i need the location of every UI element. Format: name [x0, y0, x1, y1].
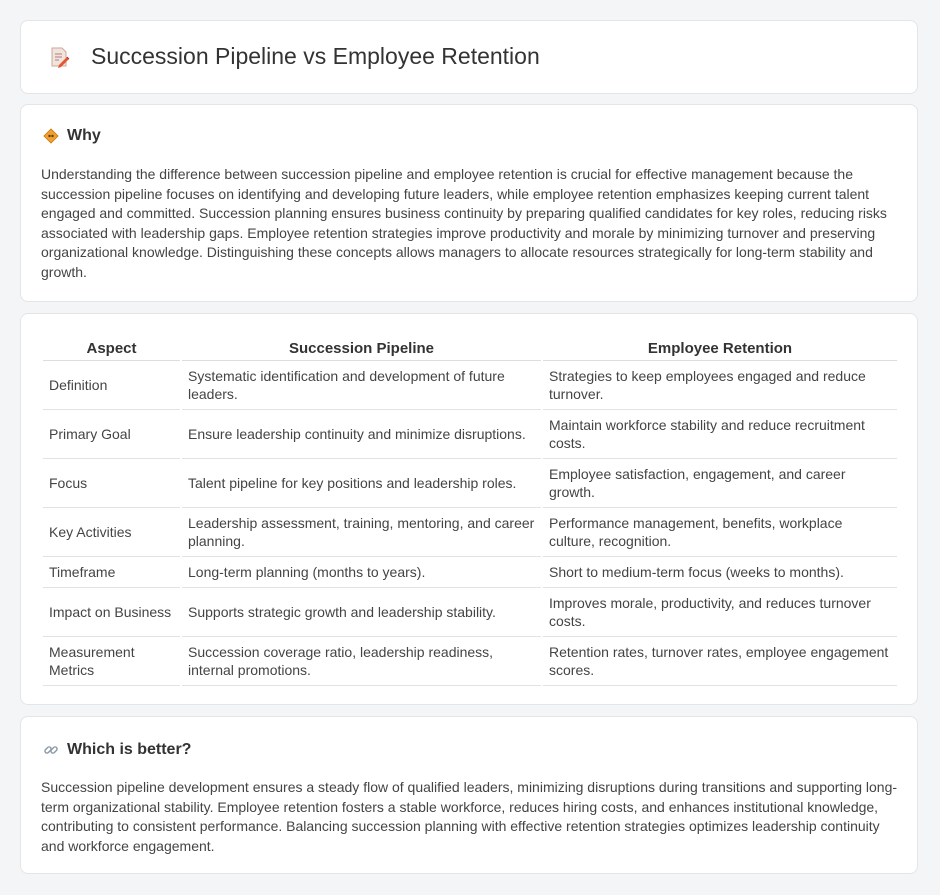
diamond-sign-icon [43, 128, 59, 144]
title-row [47, 43, 540, 70]
why-card [20, 104, 918, 302]
aspect-cell: Primary Goal [43, 410, 180, 459]
better-text: Succession pipeline development ensures a steady flow of qualified leaders, minimizing disruptions during transitions and supporting long-term organizational stability. Employee retention fosters a stable workforce, reduces hiring costs, and enhances institutional knowledge, contributing to consistent performance. Balancing succession planning with effective retention strategies optimizes leadership continuity and workforce engagement. [41, 779, 898, 854]
succession-cell: Leadership assessment, training, mentoring, and career planning. [182, 508, 541, 557]
table-row [43, 508, 897, 557]
table-header-row [43, 334, 897, 361]
comparison-table [41, 334, 899, 686]
retention-cell: Short to medium-term focus (weeks to months). [543, 557, 897, 588]
aspect-cell: Timeframe [43, 557, 180, 588]
retention-cell: Strategies to keep employees engaged and reduce turnover. [543, 361, 897, 410]
succession-cell: Supports strategic growth and leadership stability. [182, 588, 541, 637]
why-heading: Why [67, 127, 101, 144]
page-title: Succession Pipeline vs Employee Retention [91, 43, 540, 69]
table-row [43, 361, 897, 410]
retention-cell: Maintain workforce stability and reduce recruitment costs. [543, 410, 897, 459]
header-aspect: Aspect [43, 334, 180, 361]
succession-cell: Ensure leadership continuity and minimize disruptions. [182, 410, 541, 459]
aspect-cell: Impact on Business [43, 588, 180, 637]
why-text: Understanding the difference between succession pipeline and employee retention is crucial for effective management because the succession pipeline focuses on identifying and developing future leaders, while employee retention emphasizes keeping current talent engaged and committed. Succession planning ensures business continuity by preparing qualified candidates for key roles, reducing risks associated with leadership gaps. Employee retention strategies improve productivity and morale by minimizing turnover and preserving organizational knowledge. Distinguishing these concepts allows managers to allocate resources strategically for long-term stability and growth. [41, 166, 887, 280]
document-pencil-icon [47, 45, 71, 69]
better-heading-row [43, 741, 191, 759]
header-card [20, 20, 918, 94]
comparison-card [20, 313, 918, 705]
which-better-card [20, 716, 918, 874]
better-heading: Which is better? [67, 741, 192, 758]
aspect-cell: Measurement Metrics [43, 637, 180, 686]
header-employee-retention: Employee Retention [543, 334, 897, 361]
succession-cell: Long-term planning (months to years). [182, 557, 541, 588]
table-row [43, 557, 897, 588]
aspect-cell: Definition [43, 361, 180, 410]
succession-cell: Systematic identification and development of future leaders. [182, 361, 541, 410]
link-icon [43, 742, 59, 758]
aspect-cell: Focus [43, 459, 180, 508]
header-succession-pipeline: Succession Pipeline [182, 334, 541, 361]
why-heading-row [43, 127, 101, 145]
table-row [43, 459, 897, 508]
retention-cell: Employee satisfaction, engagement, and career growth. [543, 459, 897, 508]
table-row [43, 410, 897, 459]
retention-cell: Performance management, benefits, workplace culture, recognition. [543, 508, 897, 557]
table-row [43, 588, 897, 637]
succession-cell: Succession coverage ratio, leadership readiness, internal promotions. [182, 637, 541, 686]
aspect-cell: Key Activities [43, 508, 180, 557]
table-row [43, 637, 897, 686]
retention-cell: Retention rates, turnover rates, employee engagement scores. [543, 637, 897, 686]
retention-cell: Improves morale, productivity, and reduces turnover costs. [543, 588, 897, 637]
succession-cell: Talent pipeline for key positions and leadership roles. [182, 459, 541, 508]
